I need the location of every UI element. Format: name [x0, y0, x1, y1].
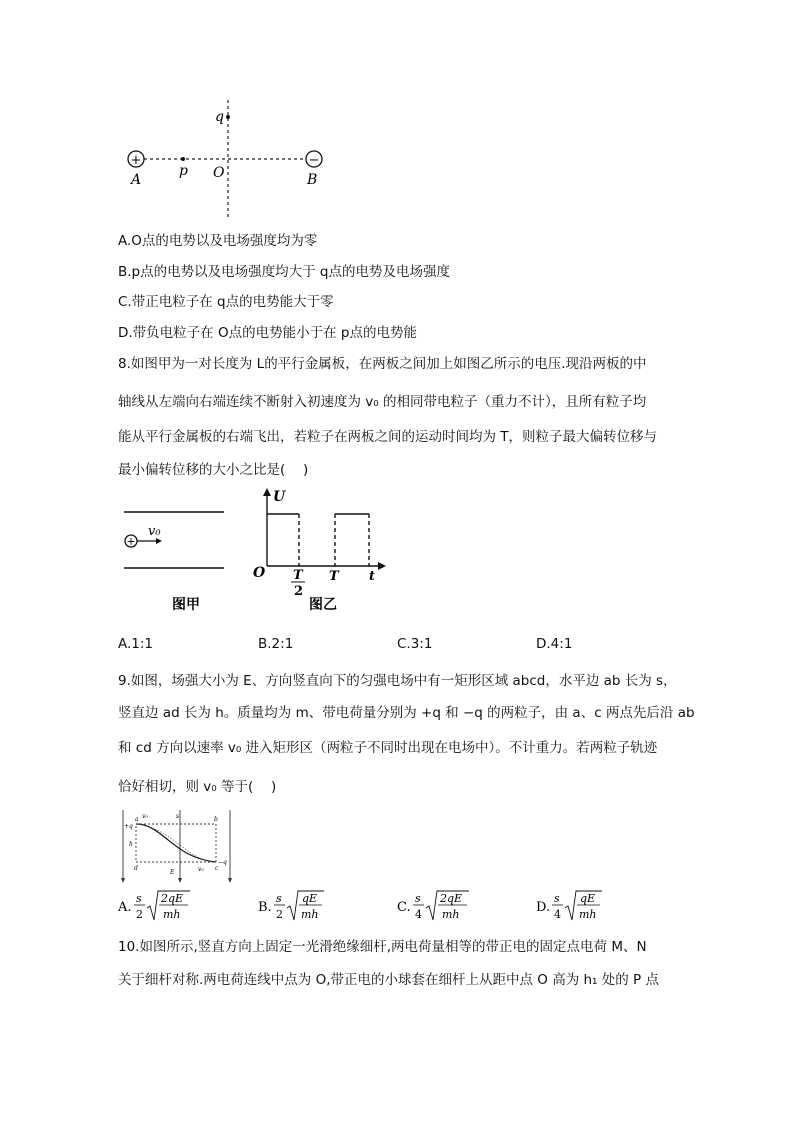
svg-text:s: s: [276, 892, 282, 905]
fig-label-c: c: [215, 865, 219, 872]
q8-option-b: B.2:1: [258, 636, 294, 652]
q8-option-c: C.3:1: [397, 636, 433, 652]
q9-field-figure: [118, 808, 238, 886]
q9-option-a: [118, 888, 228, 924]
fig-label-plus-q: +q: [124, 823, 133, 830]
q8-figure-yi: [245, 486, 395, 616]
q9-text-line-2: 竖直边 ad 长为 h。质量均为 m、带电荷量分别为 +q 和 −q 的两粒子，由 a、c 两点先后沿 ab: [118, 705, 695, 721]
svg-text:2qE: 2qE: [440, 892, 463, 905]
svg-text:2: 2: [136, 908, 143, 921]
q9-option-c: [397, 888, 507, 924]
fig-label-h: h: [129, 841, 133, 848]
label-q: q: [215, 109, 224, 125]
t-axis-arrowhead: [378, 562, 386, 570]
q7-option-c: C.带正电粒子在 q点的电势能大于零: [118, 294, 334, 310]
U-label: U: [273, 489, 286, 505]
T-half-numerator: T: [293, 568, 303, 583]
option-letter: C.: [397, 900, 411, 915]
q8-text-line-1: 8.如图甲为一对长度为 L的平行金属板，在两板之间加上如图乙所示的电压.现沿两板的中: [118, 356, 647, 372]
particle-plus: +: [126, 535, 136, 548]
t-label: t: [369, 569, 376, 584]
q7-option-d: D.带负电粒子在 O点的电势能小于在 p点的电势能: [118, 325, 417, 341]
svg-text:s: s: [554, 892, 560, 905]
svg-text:4: 4: [415, 908, 422, 921]
plus-sign: +: [130, 153, 142, 168]
minus-sign: −: [308, 153, 320, 168]
svg-text:s: s: [136, 892, 142, 905]
field-arrow-1: [121, 878, 125, 883]
q9-option-d: [536, 888, 646, 924]
q9-text-line-4: 恰好相切，则 v₀ 等于( ): [118, 779, 277, 795]
label-O: O: [213, 165, 225, 181]
fig-label-a: a: [135, 816, 139, 823]
svg-text:mh: mh: [301, 908, 319, 921]
region-abcd: [136, 824, 216, 862]
option-letter: D.: [536, 900, 551, 915]
svg-text:mh: mh: [163, 908, 181, 921]
fig-jia-caption: 图甲: [172, 597, 200, 613]
fig-label-b: b: [214, 816, 218, 823]
q7-charge-figure: [118, 95, 338, 220]
q8-option-d: D.4:1: [536, 636, 573, 652]
svg-text:mh: mh: [579, 908, 597, 921]
field-arrow-2: [178, 878, 182, 883]
option-letter: B.: [258, 900, 272, 915]
fig-label-v0: v₀: [142, 813, 148, 820]
svg-text:qE: qE: [302, 892, 318, 905]
q7-option-b: B.p点的电势以及电场强度均大于 q点的电势及电场强度: [118, 264, 450, 280]
q8-option-a: A.1:1: [118, 636, 154, 652]
svg-text:mh: mh: [442, 908, 460, 921]
fig-label-v0-bottom: v₀: [198, 866, 204, 873]
q9-text-line-1: 9.如图，场强大小为 E、方向竖直向下的匀强电场中有一矩形区域 abcd，水平边 ab 长为 s，: [118, 673, 677, 689]
label-A: A: [131, 172, 142, 188]
q8-text-line-3: 能从平行金属板的右端飞出，若粒子在两板之间的运动时间均为 T，则粒子最大偏转位移与: [118, 429, 658, 445]
fig-yi-caption: 图乙: [309, 597, 337, 613]
origin-label: O: [253, 565, 266, 581]
v0-label: v₀: [148, 524, 161, 539]
field-arrow-3: [228, 878, 232, 883]
point-q: [226, 115, 230, 119]
fig-label-E: E: [170, 869, 175, 876]
svg-text:s: s: [415, 892, 421, 905]
svg-text:2qE: 2qE: [161, 892, 184, 905]
svg-text:qE: qE: [580, 892, 596, 905]
label-B: B: [307, 172, 318, 188]
fig-label-minus-q: −q: [218, 859, 227, 866]
q10-text-line-1: 10.如图所示,竖直方向上固定一光滑绝缘细杆,两电荷量相等的带正电的固定点电荷 M、N: [118, 939, 647, 955]
q8-text-line-4: 最小偏转位移的大小之比是( ): [118, 462, 309, 478]
q8-text-line-2: 轴线从左端向右端连续不断射入初速度为 v₀ 的相同带电粒子（重力不计），且所有粒子均: [118, 394, 647, 410]
trajectory-positive: [136, 824, 216, 862]
option-letter: A.: [118, 900, 132, 915]
point-p: [181, 157, 185, 161]
T-half-denominator: 2: [294, 584, 304, 599]
fig-label-d: d: [134, 865, 138, 872]
svg-text:4: 4: [554, 908, 561, 921]
svg-text:2: 2: [276, 908, 283, 921]
q8-figure-jia: [118, 498, 228, 618]
fig-label-s: s: [176, 813, 180, 820]
trajectory-negative: [136, 824, 216, 862]
q9-option-b: [258, 888, 368, 924]
label-p: p: [179, 163, 188, 179]
u-axis-arrowhead: [263, 488, 271, 496]
q7-option-a: A.O点的电势以及电场强度均为零: [118, 233, 318, 249]
q10-text-line-2: 关于细杆对称.两电荷连线中点为 O,带正电的小球套在细杆上从距中点 O 高为 h₁ 处的 P 点: [118, 972, 659, 988]
T-label: T: [329, 569, 339, 584]
q9-text-line-3: 和 cd 方向以速率 v₀ 进入矩形区（两粒子不同时出现在电场中）。不计重力。若两粒子轨迹: [118, 740, 658, 756]
